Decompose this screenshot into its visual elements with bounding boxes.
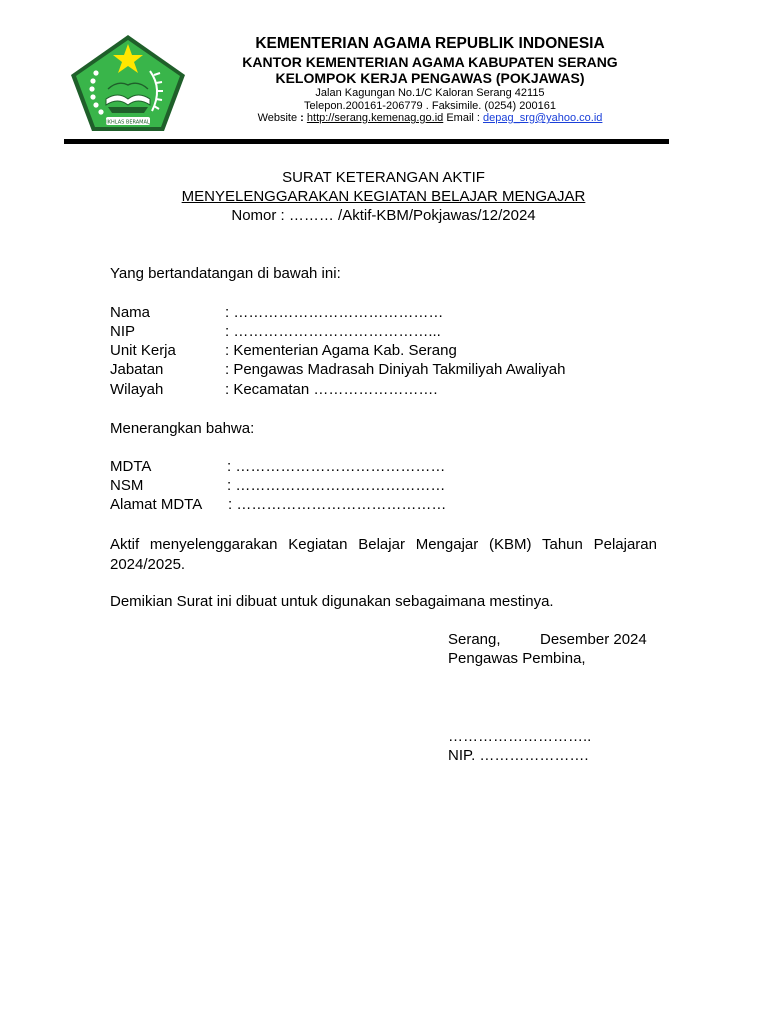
field-label-mdta: MDTA xyxy=(110,458,152,475)
statement-text: Menerangkan bahwa: xyxy=(110,420,255,437)
intro-text: Yang bertandatangan di bawah ini: xyxy=(110,265,341,282)
email-link[interactable]: depag_srg@yahoo.co.id xyxy=(483,112,603,124)
field-value-nip: : …………………………………... xyxy=(225,323,441,340)
signature-place: Serang, xyxy=(448,631,501,648)
body-paragraph: Aktif menyelenggarakan Kegiatan Belajar Mengajar (KBM) Tahun Pelajaran 2024/2025. xyxy=(110,536,657,573)
field-value-jabatan: : Pengawas Madrasah Diniyah Takmiliyah Awaliyah xyxy=(225,361,566,378)
office-phone: Telepon.200161-206779 . Faksimile. (0254) 200161 xyxy=(304,100,556,112)
field-value-unit-kerja: : Kementerian Agama Kab. Serang xyxy=(225,342,457,359)
logo-motto: IKHLAS BERAMAL xyxy=(106,119,150,126)
letter-number: Nomor : ……… /Aktif-KBM/Pokjawas/12/2024 xyxy=(231,207,536,224)
email-label: Email : xyxy=(443,112,483,124)
office-name: KANTOR KEMENTERIAN AGAMA KABUPATEN SERANG xyxy=(242,54,618,70)
field-value-nama: : …………………………………… xyxy=(225,304,444,321)
field-label-alamat-mdta: Alamat MDTA xyxy=(110,496,203,513)
contact-line xyxy=(200,112,660,124)
website-colon: : xyxy=(300,112,304,124)
field-label-unit-kerja: Unit Kerja xyxy=(110,342,176,359)
field-label-wilayah: Wilayah xyxy=(110,381,164,398)
field-value-nsm: : …………………………………… xyxy=(227,477,446,494)
signature-role: Pengawas Pembina, xyxy=(448,650,586,667)
field-label-nsm: NSM xyxy=(110,477,144,494)
field-label-jabatan: Jabatan xyxy=(110,361,164,378)
letter-title: SURAT KETERANGAN AKTIF xyxy=(282,169,485,186)
letter-subtitle: MENYELENGGARAKAN KEGIATAN BELAJAR MENGAJAR xyxy=(181,188,586,205)
working-group-name: KELOMPOK KERJA PENGAWAS (POKJAWAS) xyxy=(275,70,585,86)
website-label: Website xyxy=(257,112,301,124)
closing-text: Demikian Surat ini dibuat untuk digunakan sebagaimana mestinya. xyxy=(110,593,554,610)
letterhead-divider xyxy=(64,139,669,144)
field-value-mdta: : …………………………………… xyxy=(227,458,446,475)
ministry-name: KEMENTERIAN AGAMA REPUBLIK INDONESIA xyxy=(255,35,605,52)
signature-name-line: ……………………….. xyxy=(448,728,592,745)
office-address: Jalan Kagungan No.1/C Kaloran Serang 42115 xyxy=(315,87,545,99)
signature-date: Desember 2024 xyxy=(540,631,647,648)
kemenag-logo xyxy=(68,33,188,133)
field-value-wilayah: : Kecamatan ……………………. xyxy=(225,381,438,398)
field-label-nama: Nama xyxy=(110,304,151,321)
field-value-alamat-mdta: : …………………………………… xyxy=(228,496,447,513)
website-link[interactable]: http://serang.kemenag.go.id xyxy=(306,112,444,124)
signature-nip: NIP. …………………. xyxy=(448,747,589,764)
field-label-nip: NIP xyxy=(110,323,136,340)
